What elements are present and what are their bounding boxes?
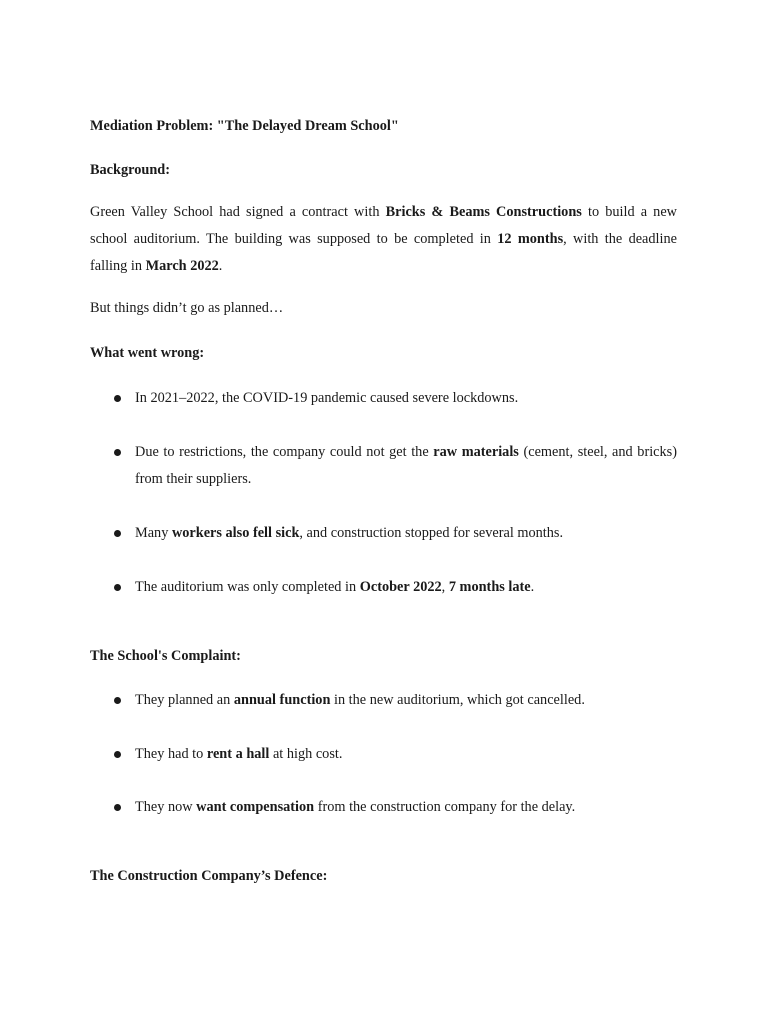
text-run: , and construction stopped for several months. — [299, 525, 564, 541]
transition-text: But things didn’t go as planned… — [90, 300, 284, 316]
text-run: . — [218, 258, 223, 274]
bullet-icon — [114, 584, 121, 591]
bullet-icon — [114, 751, 121, 758]
text-run: . — [530, 579, 535, 595]
text-run: to build a new school auditorium. The building was supposed to be completed in — [90, 204, 677, 247]
text-run: at high cost. — [269, 746, 343, 762]
text-run: Green Valley School had signed a contract with — [90, 204, 386, 220]
text-run: They had to — [135, 746, 207, 762]
text-run: , — [441, 579, 449, 595]
company-defence-heading: The Construction Company’s Defence: — [90, 868, 328, 884]
text-run: Due to restrictions, the company could not get the — [135, 444, 434, 460]
emphasis-text: raw materials — [433, 444, 519, 460]
emphasis-text: 12 months — [497, 231, 564, 247]
emphasis-text: rent a hall — [206, 746, 270, 762]
emphasis-text: annual function — [233, 692, 331, 708]
text-run: The auditorium was only completed in — [135, 579, 360, 595]
document-title: Mediation Problem: "The Delayed Dream School" — [90, 118, 399, 134]
background-paragraph — [90, 199, 677, 280]
emphasis-text: workers also fell sick — [171, 525, 300, 541]
bullet-icon — [114, 395, 121, 402]
school-complaint-heading: The School's Complaint: — [90, 648, 241, 664]
emphasis-text: October 2022 — [359, 579, 442, 595]
text-run: Many — [135, 525, 172, 541]
text-run: (cement, steel, and bricks) from their suppliers. — [135, 444, 678, 487]
text-run: They now — [135, 799, 197, 815]
text-run: in the new auditorium, which got cancelled. — [330, 692, 585, 708]
text-run: , with the deadline falling in — [90, 231, 677, 274]
text-run: from the construction company for the delay. — [314, 799, 576, 815]
bullet-icon — [114, 697, 121, 704]
bullet-icon — [114, 804, 121, 811]
text-run: In 2021–2022, the COVID-19 pandemic caused severe lockdowns. — [135, 390, 519, 406]
what-went-wrong-heading: What went wrong: — [90, 345, 205, 361]
emphasis-text: 7 months late — [448, 579, 531, 595]
emphasis-text: Bricks & Beams Constructions — [385, 204, 582, 220]
background-heading: Background: — [90, 162, 170, 178]
bullet-icon — [114, 449, 121, 456]
bullet-icon — [114, 530, 121, 537]
document-page — [90, 0, 677, 1024]
emphasis-text: want compensation — [196, 799, 315, 815]
emphasis-text: March 2022 — [145, 258, 219, 274]
text-run: They planned an — [135, 692, 234, 708]
